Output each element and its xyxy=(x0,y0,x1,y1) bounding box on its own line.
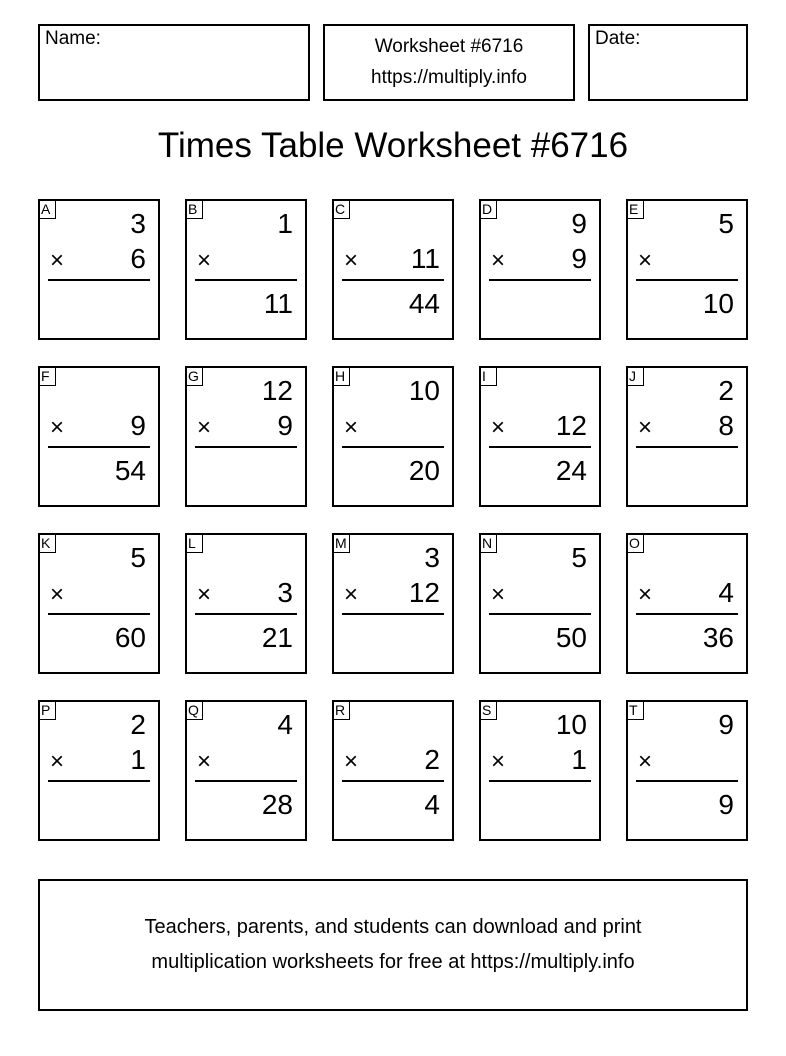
problem-card xyxy=(38,533,160,674)
answer-rule xyxy=(636,279,738,281)
product-answer: 54 xyxy=(114,455,146,486)
problem-card xyxy=(332,366,454,507)
problem-letter: R xyxy=(332,700,350,720)
bottom-factor: 6 xyxy=(130,243,146,274)
problem-card xyxy=(38,700,160,841)
product-answer: 44 xyxy=(408,288,440,319)
problem-letter: T xyxy=(626,700,644,720)
problem-card xyxy=(479,533,601,674)
problem-card xyxy=(626,366,748,507)
answer-rule xyxy=(342,279,444,281)
page-title: Times Table Worksheet #6716 xyxy=(157,126,629,165)
bottom-factor: 9 xyxy=(130,410,146,441)
bottom-factor: 9 xyxy=(277,410,293,441)
answer-rule xyxy=(48,446,150,448)
answer-rule xyxy=(48,780,150,782)
product-answer: 60 xyxy=(114,622,146,653)
answer-rule xyxy=(489,780,591,782)
top-factor: 9 xyxy=(571,208,587,239)
problem-card xyxy=(626,700,748,841)
problem-letter: I xyxy=(479,366,497,386)
problem-letter: Q xyxy=(185,700,203,720)
problem-letter: K xyxy=(38,533,56,553)
answer-rule xyxy=(48,279,150,281)
bottom-factor: 1 xyxy=(571,744,587,775)
answer-rule xyxy=(195,780,297,782)
top-factor: 5 xyxy=(718,208,734,239)
top-factor: 3 xyxy=(424,542,440,573)
problem-letter: S xyxy=(479,700,497,720)
bottom-factor: 12 xyxy=(555,410,587,441)
bottom-factor: 1 xyxy=(130,744,146,775)
problem-letter: B xyxy=(185,199,203,219)
times-sign: × xyxy=(197,414,212,441)
date-label: Date: xyxy=(595,28,641,49)
problem-letter: L xyxy=(185,533,203,553)
problem-card xyxy=(185,700,307,841)
times-sign: × xyxy=(344,581,359,608)
top-factor: 5 xyxy=(571,542,587,573)
answer-rule xyxy=(195,446,297,448)
top-factor: 12 xyxy=(261,375,293,406)
product-answer: 21 xyxy=(261,622,293,653)
top-factor: 2 xyxy=(718,375,734,406)
top-factor: 5 xyxy=(130,542,146,573)
times-sign: × xyxy=(197,748,212,775)
problem-card xyxy=(479,199,601,340)
problem-card xyxy=(332,199,454,340)
worksheet-id-box xyxy=(323,24,575,101)
problem-card xyxy=(185,199,307,340)
problem-card xyxy=(332,700,454,841)
bottom-factor: 11 xyxy=(410,243,440,274)
times-sign: × xyxy=(50,748,65,775)
answer-rule xyxy=(342,780,444,782)
problem-card xyxy=(626,533,748,674)
problem-letter: F xyxy=(38,366,56,386)
times-sign: × xyxy=(344,247,359,274)
product-answer: 11 xyxy=(263,288,293,319)
times-sign: × xyxy=(50,414,65,441)
problem-letter: G xyxy=(185,366,203,386)
product-answer: 50 xyxy=(555,622,587,653)
worksheet-number: Worksheet #6716 xyxy=(374,36,524,57)
bottom-factor: 3 xyxy=(277,577,293,608)
product-answer: 28 xyxy=(261,789,293,820)
answer-rule xyxy=(489,279,591,281)
times-sign: × xyxy=(491,748,506,775)
problem-letter: C xyxy=(332,199,350,219)
problem-letter: H xyxy=(332,366,350,386)
times-sign: × xyxy=(50,581,65,608)
problem-card xyxy=(185,366,307,507)
answer-rule xyxy=(48,613,150,615)
footer-line-2: multiplication worksheets for free at https://multiply.info xyxy=(151,951,635,973)
top-factor: 2 xyxy=(130,709,146,740)
times-sign: × xyxy=(197,247,212,274)
problem-letter: A xyxy=(38,199,56,219)
times-sign: × xyxy=(638,748,653,775)
bottom-factor: 2 xyxy=(424,744,440,775)
answer-rule xyxy=(489,446,591,448)
problem-letter: E xyxy=(626,199,644,219)
problem-letter: M xyxy=(332,533,350,553)
answer-rule xyxy=(636,613,738,615)
problem-letter: N xyxy=(479,533,497,553)
bottom-factor: 9 xyxy=(571,243,587,274)
top-factor: 9 xyxy=(718,709,734,740)
product-answer: 20 xyxy=(408,455,440,486)
problem-card xyxy=(479,700,601,841)
times-sign: × xyxy=(491,414,506,441)
times-sign: × xyxy=(344,748,359,775)
date-box xyxy=(588,24,748,101)
answer-rule xyxy=(195,613,297,615)
times-sign: × xyxy=(491,247,506,274)
bottom-factor: 8 xyxy=(718,410,734,441)
problem-card xyxy=(479,366,601,507)
worksheet-url: https://multiply.info xyxy=(371,67,527,88)
problem-card xyxy=(38,199,160,340)
times-sign: × xyxy=(638,414,653,441)
times-sign: × xyxy=(50,247,65,274)
problem-card xyxy=(185,533,307,674)
answer-rule xyxy=(342,613,444,615)
problem-letter: J xyxy=(626,366,644,386)
top-factor: 10 xyxy=(555,709,587,740)
problem-letter: D xyxy=(479,199,497,219)
answer-rule xyxy=(636,446,738,448)
bottom-factor: 4 xyxy=(718,577,734,608)
problem-letter: O xyxy=(626,533,644,553)
footer-line-1: Teachers, parents, and students can download and print xyxy=(144,916,642,938)
top-factor: 3 xyxy=(130,208,146,239)
times-sign: × xyxy=(638,581,653,608)
times-sign: × xyxy=(344,414,359,441)
bottom-factor: 12 xyxy=(408,577,440,608)
top-factor: 1 xyxy=(277,208,293,239)
answer-rule xyxy=(195,279,297,281)
answer-rule xyxy=(636,780,738,782)
footer-box xyxy=(38,879,748,1011)
answer-rule xyxy=(342,446,444,448)
top-factor: 4 xyxy=(277,709,293,740)
product-answer: 10 xyxy=(702,288,734,319)
times-sign: × xyxy=(638,247,653,274)
problem-card xyxy=(626,199,748,340)
problem-letter: P xyxy=(38,700,56,720)
problem-card xyxy=(38,366,160,507)
product-answer: 9 xyxy=(718,789,734,820)
product-answer: 4 xyxy=(424,789,440,820)
times-sign: × xyxy=(197,581,212,608)
name-box xyxy=(38,24,310,101)
answer-rule xyxy=(489,613,591,615)
product-answer: 36 xyxy=(702,622,734,653)
times-sign: × xyxy=(491,581,506,608)
top-factor: 10 xyxy=(408,375,440,406)
name-label: Name: xyxy=(45,28,101,49)
problem-card xyxy=(332,533,454,674)
product-answer: 24 xyxy=(555,455,587,486)
